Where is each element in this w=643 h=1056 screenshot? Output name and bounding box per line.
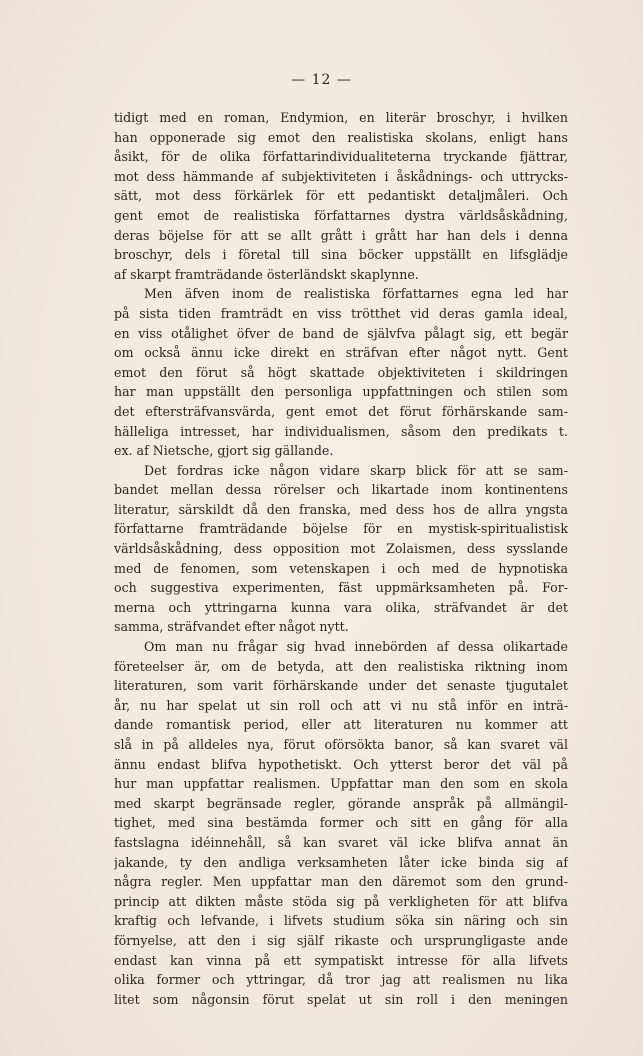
text-line: olika former och yttringar, då tror jag att realismen nu lika [114, 972, 568, 988]
text-line: har man uppställt den personliga uppfattningen och stilen som [114, 384, 568, 400]
text-line: kraftig och lefvande, i lifvets studium söka sin näring och sin [114, 913, 568, 929]
text-line: princip att dikten måste stöda sig på verkligheten för att blifva [114, 893, 568, 909]
text-line: hälleliga intresset, har individualismen, såsom den predikats t. [114, 423, 568, 439]
text-line: hur man uppfattar realismen. Uppfattar man den som en skola [114, 776, 568, 792]
text-line: om också ännu icke direkt en sträfvan efter något nytt. Gent [114, 345, 568, 361]
text-line: på sista tiden framträdt en viss trötthet vid deras gamla ideal, [114, 305, 568, 321]
text-line: förnyelse, att den i sig själf rikaste och ursprungligaste ande [114, 932, 568, 948]
text-line: år, nu har spelat ut sin roll och att vi nu stå inför en inträ- [114, 697, 568, 713]
text-line: emot den förut så högt skattade objektiviteten i skildringen [114, 364, 568, 380]
text-line: literaturen, som varit förhärskande under det senaste tjugutalet [114, 678, 568, 694]
text-line: endast kan vinna på ett sympatiskt intresse för alla lifvets [114, 952, 568, 968]
text-line: slå in på alldeles nya, förut oförsökta banor, så kan svaret väl [114, 737, 568, 752]
text-line: litet som någonsin förut spelat ut sin roll i den meningen [114, 991, 568, 1007]
text-line: fastslagna idéinnehåll, så kan svaret väl icke blifva annat än [114, 834, 568, 850]
text-line: han opponerade sig emot den realistiska skolans, enligt hans [114, 129, 568, 145]
text-line: Om man nu frågar sig hvad innebörden af dessa olikartade [144, 639, 568, 655]
text-line: ex. af Nietsche, gjort sig gällande. [114, 443, 334, 459]
text-line: Det fordras icke någon vidare skarp blick för att se sam- [144, 462, 568, 478]
text-line: broschyr, dels i företal till sina böcker uppställt en lifsglädje [114, 247, 568, 263]
text-line: åsikt, för de olika författarindividualiteterna tryckande fjättrar, [114, 149, 568, 165]
body-text [114, 108, 568, 1009]
text-line: det eftersträfvansvärda, gent emot det förut förhärskande sam- [114, 403, 568, 419]
text-line: några regler. Men uppfattar man den däremot som den grund- [114, 874, 568, 890]
text-line: författarne framträdande böjelse för en mystisk-spiritualistisk [114, 521, 568, 537]
text-line: sätt, mot dess förkärlek för ett pedantiskt detaljmåleri. Och [114, 188, 568, 204]
text-line: dande romantisk period, eller att literaturen nu kommer att [114, 717, 568, 733]
text-line: mot dess hämmande af subjektiviteten i åskådnings- och uttrycks- [114, 168, 568, 184]
text-line: Men äfven inom de realistiska författarnes egna led har [144, 286, 568, 302]
text-line: med de fenomen, som vetenskapen i och med de hypnotiska [114, 560, 568, 576]
text-line: företeelser är, om de betyda, att den realistiska riktning inom [114, 658, 568, 674]
text-line: bandet mellan dessa rörelser och likartade inom kontinentens [114, 482, 568, 498]
text-line: jakande, ty den andliga verksamheten låter icke binda sig af [114, 854, 568, 870]
text-line: tighet, med sina bestämda former och sitt en gång för alla [114, 815, 568, 831]
text-line: literatur, särskildt då den franska, med dess hos de allra yngsta [114, 501, 568, 517]
text-line: med skarpt begränsade regler, görande anspråk på allmängil- [114, 795, 568, 811]
text-line: merna och yttringarna kunna vara olika, sträfvandet är det [114, 599, 568, 615]
text-line: gent emot de realistiska författarnes dystra världsåskådning, [114, 207, 568, 223]
text-line: deras böjelse för att se allt grått i grått har han dels i denna [114, 227, 568, 243]
text-line: tidigt med en roman, Endymion, en literär broschyr, i hvilken [114, 110, 568, 125]
text-line: af skarpt framträdande österländskt skaplynne. [114, 266, 419, 282]
text-line: världsåskådning, dess opposition mot Zolaismen, dess sysslande [114, 541, 568, 557]
text-line: en viss otålighet öfver de band de självfva pålagt sig, ett begär [114, 325, 568, 341]
page-number: — 12 — [291, 72, 352, 88]
text-line: samma, sträfvandet efter något nytt. [114, 619, 349, 635]
text-line: och suggestiva experimenten, fäst uppmärksamheten på. For- [114, 580, 568, 596]
text-line: ännu endast blifva hypothetiskt. Och ytterst beror det väl på [114, 756, 568, 772]
